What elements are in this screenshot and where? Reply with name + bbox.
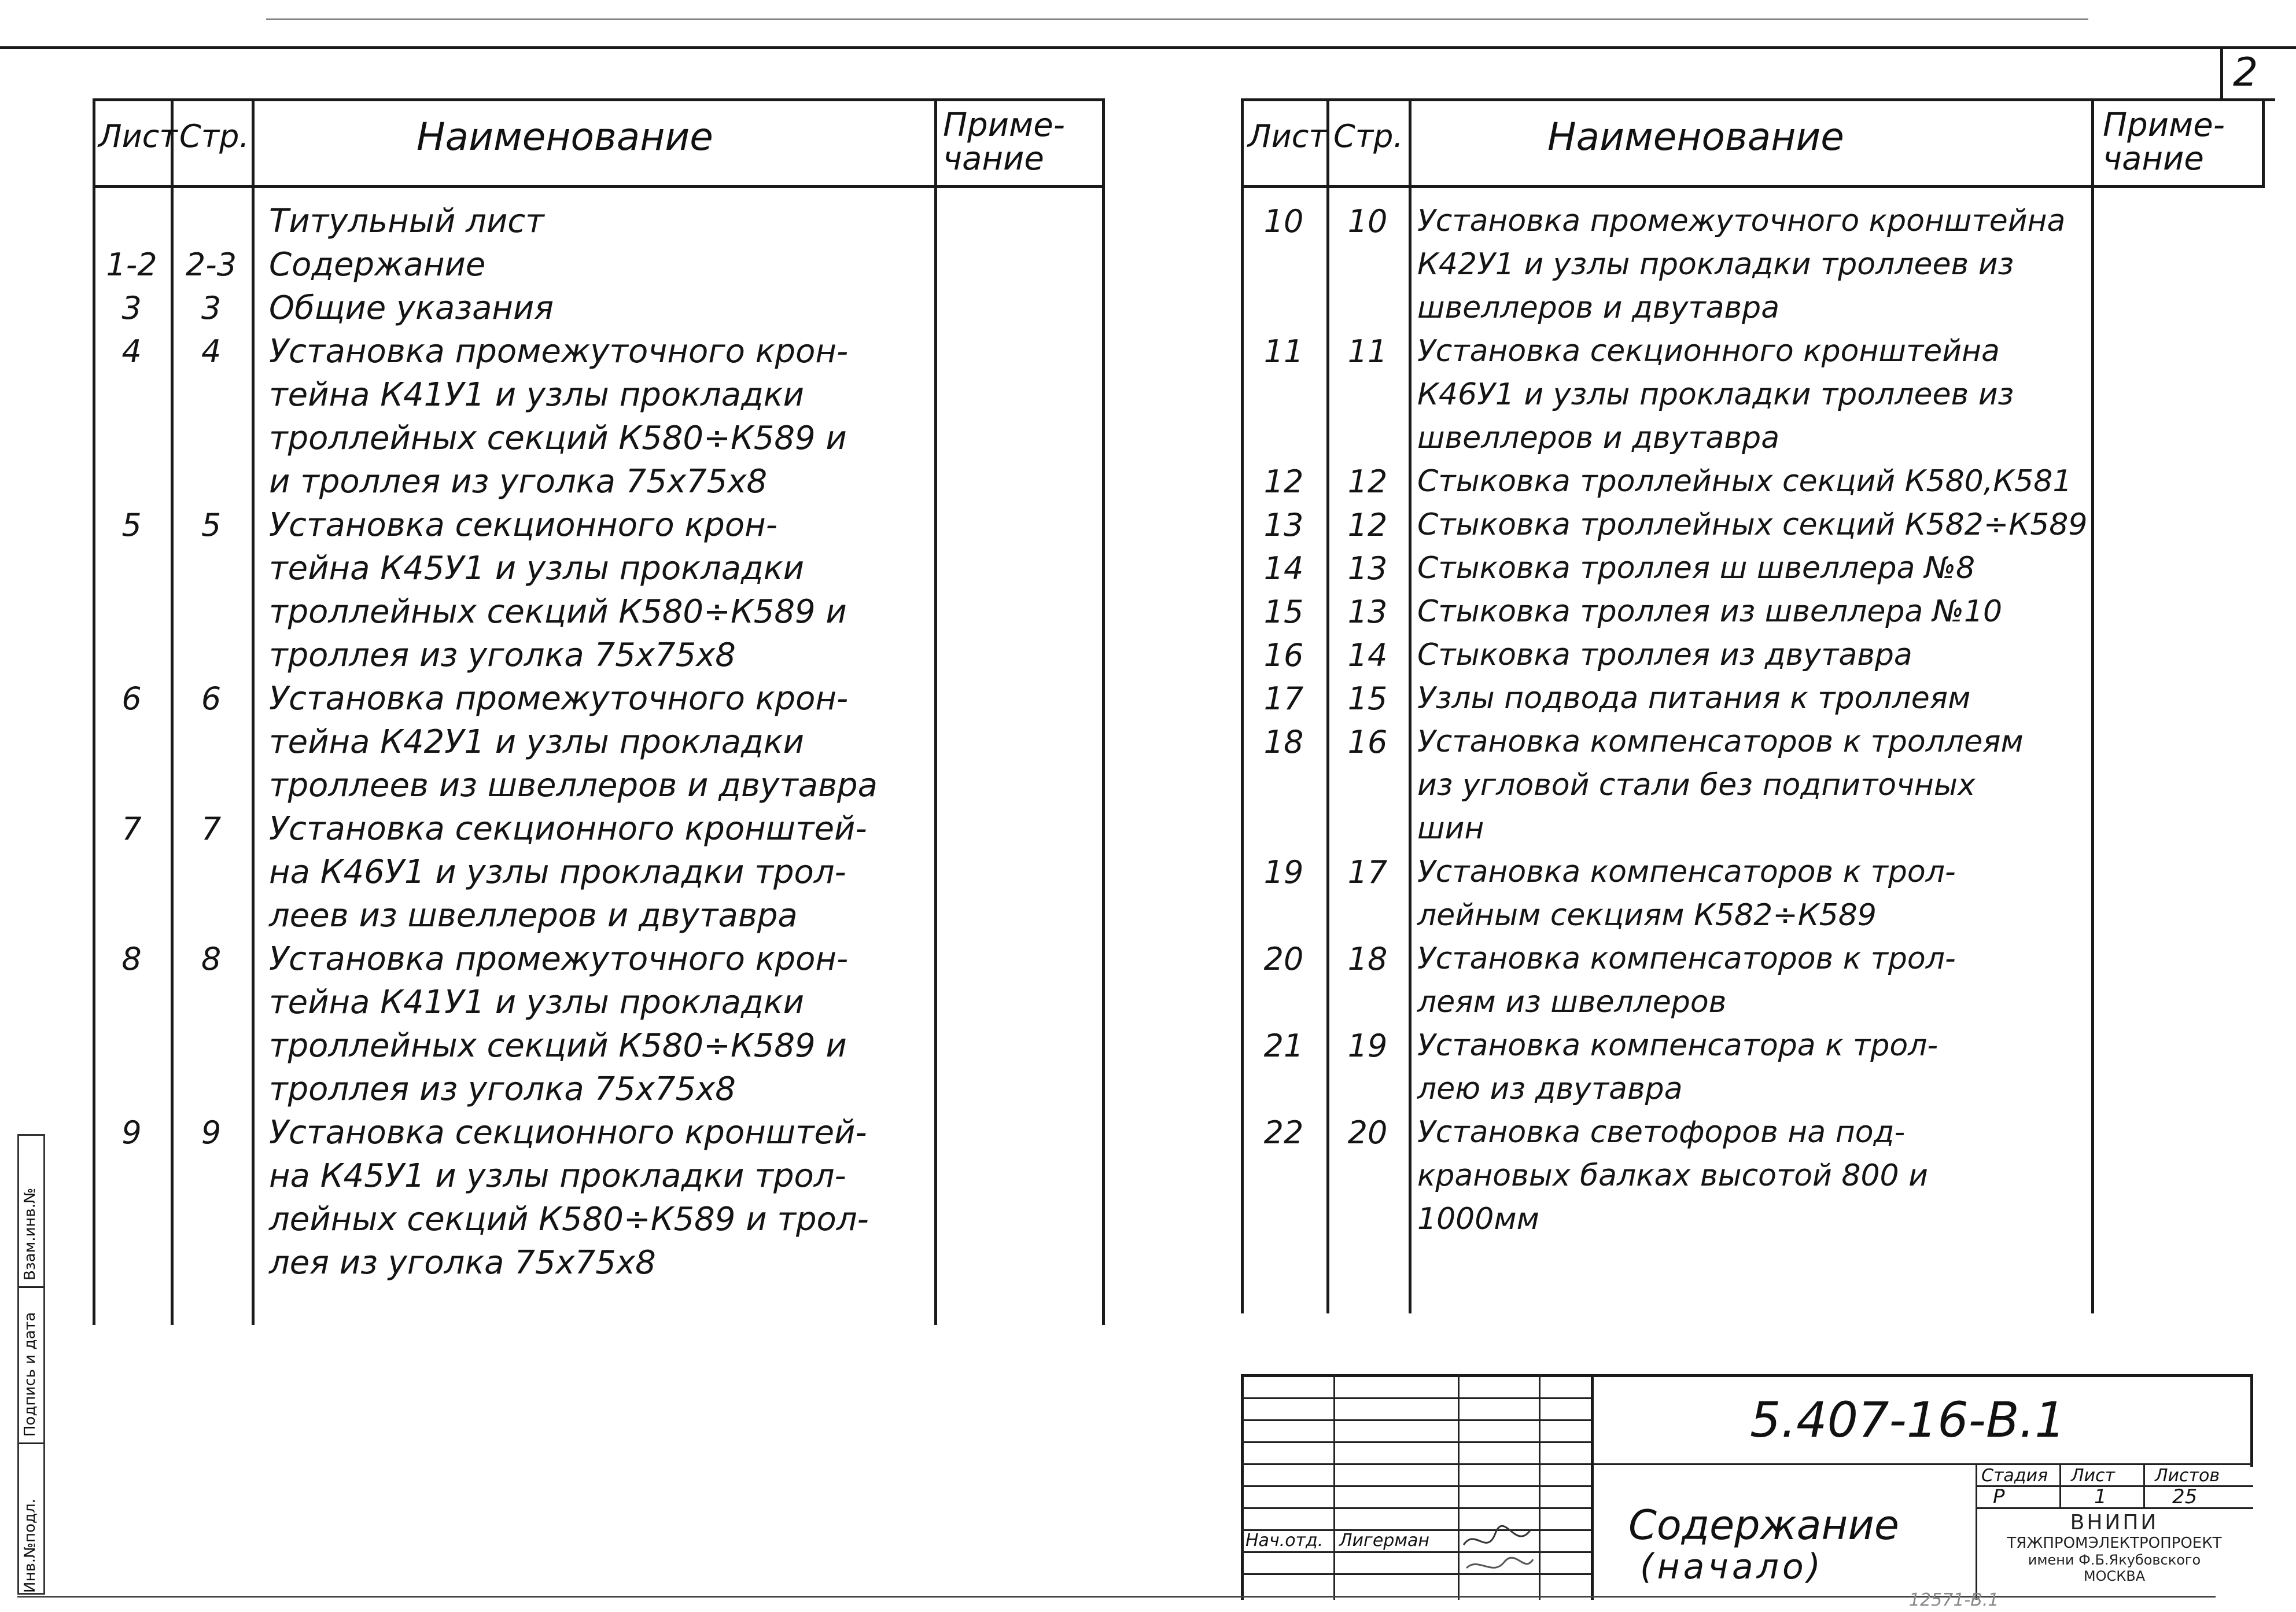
left-row-name-line: Установка промежуточного крон- — [269, 333, 849, 370]
side-stamp-cell-1: Инв.№подл. — [21, 1499, 39, 1593]
side-stamp-cell-3: Взам.инв.№ — [21, 1188, 39, 1280]
left-row-name-line: троллейных секций К580÷К589 и — [269, 419, 847, 457]
right-header-sheet: Лист — [1248, 118, 1327, 154]
org-name — [1978, 1511, 2250, 1584]
left-row-name-line: тейна К45У1 и узлы прокладки — [269, 550, 804, 587]
title-line-1: Содержание — [1628, 1501, 1899, 1549]
left-row-page: 2-3 — [185, 246, 237, 283]
right-row-sheet: 14 — [1263, 550, 1304, 587]
left-row-name-line: лейных секций К580÷К589 и трол- — [269, 1201, 869, 1238]
sheet-label: Лист — [2071, 1466, 2116, 1486]
right-row-name-line: лею из двутавра — [1417, 1072, 1683, 1106]
right-row-sheet: 10 — [1263, 203, 1304, 240]
right-row-sheet: 22 — [1263, 1114, 1304, 1151]
right-row-name-line: лейным секциям К582÷К589 — [1417, 898, 1877, 933]
right-row-page: 11 — [1347, 333, 1388, 370]
signature-scribble — [1461, 1522, 1536, 1585]
left-row-page: 9 — [201, 1114, 222, 1151]
left-table-body — [93, 200, 1105, 1316]
left-row-name-line: Общие указания — [269, 289, 554, 327]
left-row-sheet: 4 — [121, 333, 142, 370]
left-row-page: 8 — [201, 941, 222, 977]
left-row-name-line: на К46У1 и узлы прокладки трол- — [269, 853, 846, 891]
right-row-page: 12 — [1347, 507, 1388, 543]
right-row-page: 20 — [1347, 1114, 1388, 1151]
left-row-sheet: 9 — [121, 1114, 142, 1151]
right-row-name-line: Установка компенсатора к трол- — [1417, 1028, 1938, 1063]
side-stamp — [17, 1134, 45, 1595]
right-row-name-line: леям из швеллеров — [1417, 985, 1727, 1020]
right-row-name-line: шин — [1417, 811, 1484, 846]
left-header-sheet: Лист — [98, 118, 178, 154]
left-row-name-line: тейна К41У1 и узлы прокладки — [269, 984, 804, 1021]
title-line-2: (начало) — [1640, 1547, 1825, 1587]
right-row-name-line: 1000мм — [1417, 1202, 1539, 1236]
sheets-value: 25 — [2172, 1485, 2198, 1508]
left-row-name-line: троллея из уголка 75х75х8 — [269, 1070, 736, 1108]
left-row-page: 7 — [201, 811, 222, 847]
org-line-1: ВНИПИ — [2070, 1511, 2159, 1534]
title-block — [1241, 1374, 2253, 1600]
stage-label: Стадия — [1981, 1466, 2048, 1486]
right-header-note-2: чание — [2103, 140, 2204, 178]
left-header-page: Стр. — [179, 118, 249, 154]
left-row-sheet: 3 — [121, 290, 142, 326]
right-row-name-line: швеллеров и двутавра — [1417, 421, 1780, 455]
right-row-name-line: швеллеров и двутавра — [1417, 290, 1780, 325]
left-row-page: 6 — [201, 680, 222, 717]
left-row-name-line: леев из швеллеров и двутавра — [269, 897, 798, 934]
right-row-name-line: Стыковка троллейных секций К582÷К589 — [1417, 507, 2088, 542]
sheet-value: 1 — [2094, 1485, 2107, 1508]
left-header-note-2: чание — [943, 140, 1044, 178]
right-row-page: 13 — [1347, 550, 1388, 587]
left-row-sheet: 1-2 — [106, 246, 157, 283]
left-row-name-line: и троллея из уголка 75х75х8 — [269, 463, 768, 500]
right-header-page: Стр. — [1333, 118, 1403, 154]
left-row-name-line: Установка промежуточного крон- — [269, 940, 849, 978]
right-row-name-line: Узлы подвода питания к троллеям — [1417, 681, 1971, 716]
right-row-name-line: Стыковка троллея из швеллера №10 — [1417, 594, 2003, 629]
left-row-name-line: лея из уголка 75х75х8 — [269, 1244, 656, 1282]
frame-bottom — [17, 1596, 2216, 1598]
right-row-name-line: К46У1 и узлы прокладки троллеев из — [1417, 377, 2014, 412]
right-row-name-line: Стыковка троллейных секций К580,К581 — [1417, 464, 2072, 499]
right-row-name-line: Стыковка троллея из двутавра — [1417, 638, 1912, 672]
left-header-name: Наименование — [417, 115, 713, 159]
right-row-page: 14 — [1347, 637, 1388, 673]
right-row-name-line: Установка секционного кронштейна — [1417, 334, 2000, 369]
stage-value: Р — [1993, 1485, 2005, 1508]
right-row-page: 18 — [1347, 941, 1388, 977]
right-row-page: 16 — [1347, 724, 1388, 760]
left-row-sheet: 5 — [121, 507, 142, 543]
right-row-page: 12 — [1347, 463, 1388, 500]
right-row-name-line: Установка промежуточного кронштейна — [1417, 204, 2066, 238]
org-line-4: МОСКВА — [2083, 1568, 2146, 1584]
org-line-3: имени Ф.Б.Якубовского — [2028, 1552, 2201, 1568]
right-table — [1241, 98, 2265, 1313]
right-row-sheet: 19 — [1263, 854, 1304, 890]
frame-top — [0, 46, 2296, 49]
right-row-sheet: 17 — [1263, 680, 1304, 717]
right-row-sheet: 13 — [1263, 507, 1304, 543]
right-header-note-1: Приме- — [2103, 106, 2225, 144]
right-row-name-line: из угловой стали без подпиточных — [1417, 768, 1976, 803]
left-row-name-line: Установка секционного кронштей- — [269, 810, 867, 848]
right-row-name-line: Установка компенсаторов к троллеям — [1417, 724, 2024, 759]
left-row-name-line: троллеев из швеллеров и двутавра — [269, 767, 878, 804]
right-row-name-line: К42У1 и узлы прокладки троллеев из — [1417, 247, 2014, 282]
left-row-name-line: Установка секционного кронштей- — [269, 1114, 867, 1151]
doc-code: 5.407-16-В.1 — [1750, 1392, 2066, 1448]
sheet-number: 2 — [2233, 50, 2258, 95]
right-row-sheet: 12 — [1263, 463, 1304, 500]
right-row-sheet: 11 — [1263, 333, 1304, 370]
sheets-label: Листов — [2155, 1466, 2220, 1486]
right-row-sheet: 15 — [1263, 594, 1304, 630]
right-row-sheet: 20 — [1263, 941, 1304, 977]
right-row-sheet: 16 — [1263, 637, 1304, 673]
right-row-name-line: крановых балках высотой 800 и — [1417, 1158, 1928, 1193]
left-row-name-line: Установка промежуточного крон- — [269, 680, 849, 717]
left-row-sheet: 8 — [121, 941, 142, 977]
right-row-name-line: Установка компенсаторов к трол- — [1417, 941, 1956, 976]
right-row-sheet: 21 — [1263, 1028, 1304, 1064]
right-row-name-line: Установка светофоров на под- — [1417, 1115, 1906, 1150]
right-table-body — [1241, 200, 2265, 1311]
left-row-name-line: троллейных секций К580÷К589 и — [269, 1027, 847, 1065]
right-row-page: 15 — [1347, 680, 1388, 717]
left-row-name-line: тейна К42У1 и узлы прокладки — [269, 723, 804, 761]
left-row-page: 3 — [201, 290, 222, 326]
signer-name-1: Лигерман — [1339, 1530, 1429, 1551]
right-row-sheet: 18 — [1263, 724, 1304, 760]
left-row-name-line: троллея из уголка 75х75х8 — [269, 636, 736, 674]
left-row-page: 5 — [201, 507, 222, 543]
right-row-page: 13 — [1347, 594, 1388, 630]
bottom-code: 12571-В.1 — [1909, 1590, 1999, 1610]
org-line-2: ТЯЖПРОМЭЛЕКТРОПРОЕКТ — [2007, 1534, 2222, 1552]
left-row-name-line: Титульный лист — [269, 203, 544, 240]
right-row-page: 17 — [1347, 854, 1388, 890]
right-row-page: 10 — [1347, 203, 1388, 240]
left-row-name-line: тейна К41У1 и узлы прокладки — [269, 376, 804, 414]
scan-line-top — [266, 19, 2088, 20]
left-row-name-line: Установка секционного крон- — [269, 506, 777, 544]
right-row-page: 19 — [1347, 1028, 1388, 1064]
signer-role-1: Нач.отд. — [1245, 1530, 1324, 1551]
left-table — [93, 98, 1105, 1325]
right-row-name-line: Стыковка троллея ш швеллера №8 — [1417, 551, 1976, 586]
right-header-name: Наименование — [1547, 115, 1844, 159]
left-row-sheet: 7 — [121, 811, 142, 847]
left-row-name-line: троллейных секций К580÷К589 и — [269, 593, 847, 631]
left-row-name-line: Содержание — [269, 246, 486, 284]
side-stamp-cell-2: Подпись и дата — [21, 1312, 39, 1437]
left-header-note-1: Приме- — [943, 106, 1065, 144]
left-row-sheet: 6 — [121, 680, 142, 717]
left-row-page: 4 — [201, 333, 222, 370]
left-row-name-line: на К45У1 и узлы прокладки трол- — [269, 1157, 846, 1195]
right-row-name-line: Установка компенсаторов к трол- — [1417, 855, 1956, 889]
